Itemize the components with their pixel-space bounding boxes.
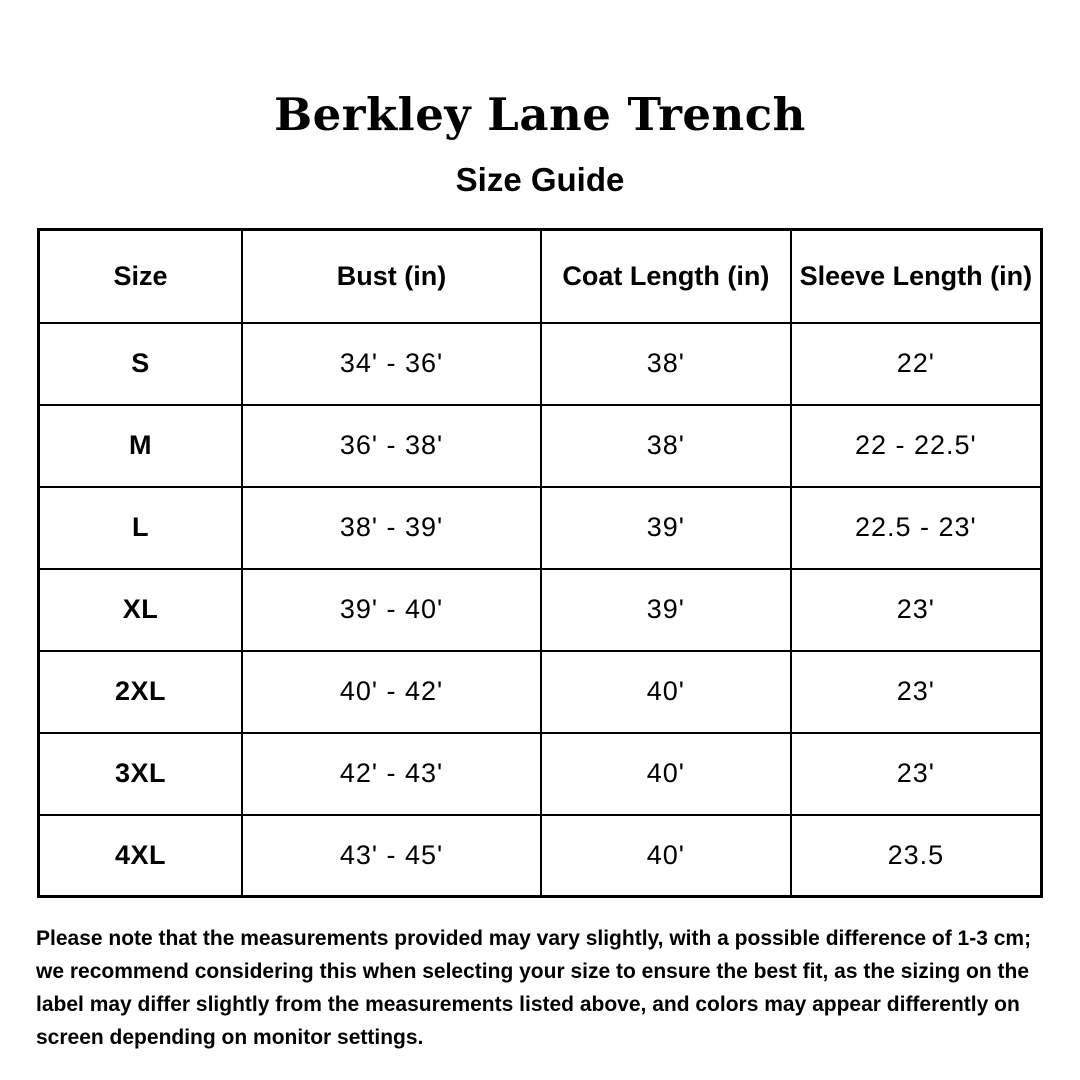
size-table-body (39, 323, 1042, 897)
size-cell: XL (39, 569, 243, 651)
bust-cell: 40' - 42' (242, 651, 541, 733)
size-cell: M (39, 405, 243, 487)
column-header-size: Size (39, 230, 243, 323)
table-row (39, 487, 1042, 569)
sleeve-cell: 23' (791, 569, 1042, 651)
column-header-bust: Bust (in) (242, 230, 541, 323)
coat-cell: 40' (541, 651, 791, 733)
bust-cell: 38' - 39' (242, 487, 541, 569)
bust-cell: 36' - 38' (242, 405, 541, 487)
bust-cell: 39' - 40' (242, 569, 541, 651)
table-row (39, 569, 1042, 651)
size-cell: 3XL (39, 733, 243, 815)
coat-cell: 38' (541, 323, 791, 405)
size-guide-heading: Size Guide (455, 161, 625, 198)
coat-cell: 39' (541, 487, 791, 569)
sleeve-cell: 22 - 22.5' (791, 405, 1042, 487)
coat-cell: 39' (541, 569, 791, 651)
coat-cell: 38' (541, 405, 791, 487)
size-table-header (39, 230, 1042, 323)
header-row (39, 230, 1042, 323)
measurement-disclaimer: Please note that the measurements provided may vary slightly, with a possible difference of 1-3 cm; we recommend considering this when selecting your size to ensure the best fit, as the sizing on the label may differ slightly from the measurements listed above, and colors may appear differently on screen depending on monitor settings. (36, 927, 1032, 1049)
table-row (39, 405, 1042, 487)
product-title: Berkley Lane Trench (274, 88, 806, 141)
sleeve-cell: 22.5 - 23' (791, 487, 1042, 569)
table-row (39, 733, 1042, 815)
coat-cell: 40' (541, 733, 791, 815)
table-row (39, 323, 1042, 405)
bust-cell: 34' - 36' (242, 323, 541, 405)
sleeve-cell: 22' (791, 323, 1042, 405)
size-cell: 2XL (39, 651, 243, 733)
size-cell: S (39, 323, 243, 405)
coat-cell: 40' (541, 815, 791, 897)
bust-cell: 42' - 43' (242, 733, 541, 815)
size-cell: L (39, 487, 243, 569)
column-header-sleeve: Sleeve Length (in) (791, 230, 1042, 323)
table-row (39, 815, 1042, 897)
sleeve-cell: 23.5 (791, 815, 1042, 897)
size-cell: 4XL (39, 815, 243, 897)
size-guide-table (37, 228, 1043, 898)
column-header-coat: Coat Length (in) (541, 230, 791, 323)
sleeve-cell: 23' (791, 651, 1042, 733)
table-row (39, 651, 1042, 733)
sleeve-cell: 23' (791, 733, 1042, 815)
bust-cell: 43' - 45' (242, 815, 541, 897)
